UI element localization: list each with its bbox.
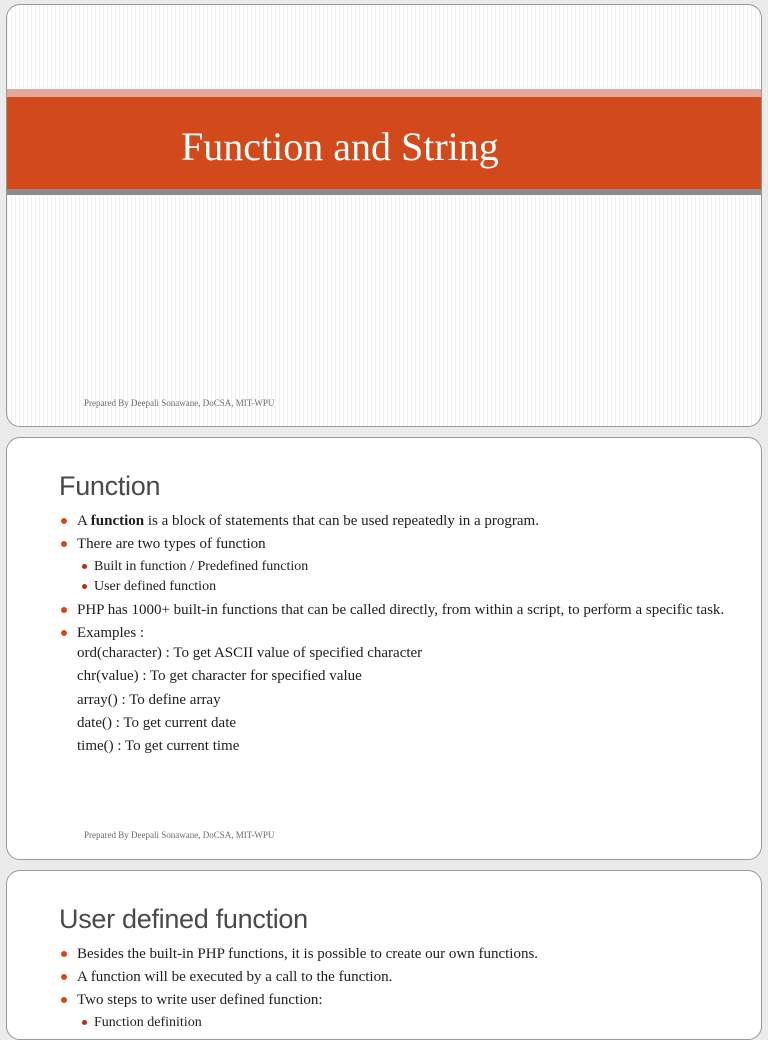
slide-heading: User defined function bbox=[59, 904, 308, 934]
example-line: ord(character) : To get ASCII value of specified character bbox=[77, 645, 423, 661]
slide-content bbox=[55, 512, 731, 758]
sub-bullet-item: User defined function bbox=[55, 578, 731, 596]
user-defined-function-slide bbox=[6, 870, 762, 1040]
example-line: chr(value) : To get character for specified value bbox=[77, 668, 362, 685]
slide-heading: Function bbox=[59, 471, 161, 501]
bullet-text: A bbox=[77, 513, 91, 529]
bullet-item: PHP has 1000+ built-in functions that can be called directly, from within a script, to perform a specific task. bbox=[55, 601, 731, 619]
sub-bullet-item: Function definition bbox=[55, 1014, 731, 1032]
title-slide bbox=[6, 4, 762, 427]
example-line: array() : To define array bbox=[77, 691, 221, 708]
example-line: date() : To get current date bbox=[77, 714, 237, 731]
bullet-item: A function will be executed by a call to the function. bbox=[55, 968, 731, 986]
bold-term: function bbox=[90, 513, 145, 529]
sub-bullet-item: Built in function / Predefined function bbox=[55, 558, 731, 576]
bullet-item bbox=[55, 512, 731, 530]
example-line: time() : To get current time bbox=[77, 738, 240, 755]
slide-footer: Prepared By Deepali Sonawane, DoCSA, MIT-WPU bbox=[84, 398, 275, 408]
bullet-item: There are two types of function bbox=[55, 535, 731, 553]
slide-content bbox=[55, 945, 731, 1034]
title-band-accent-top bbox=[7, 89, 761, 97]
title-band-accent-bottom bbox=[7, 189, 761, 195]
function-slide bbox=[6, 437, 762, 860]
slide-footer: Prepared By Deepali Sonawane, DoCSA, MIT-WPU bbox=[84, 830, 275, 840]
presentation-title: Function and String bbox=[181, 124, 499, 169]
bullet-text: is a block of statements that can be used repeatedly in a program. bbox=[144, 513, 539, 529]
bullet-item: Examples : bbox=[55, 624, 731, 642]
bullet-item: Besides the built-in PHP functions, it is possible to create our own functions. bbox=[55, 945, 731, 963]
bullet-item: Two steps to write user defined function: bbox=[55, 991, 731, 1009]
